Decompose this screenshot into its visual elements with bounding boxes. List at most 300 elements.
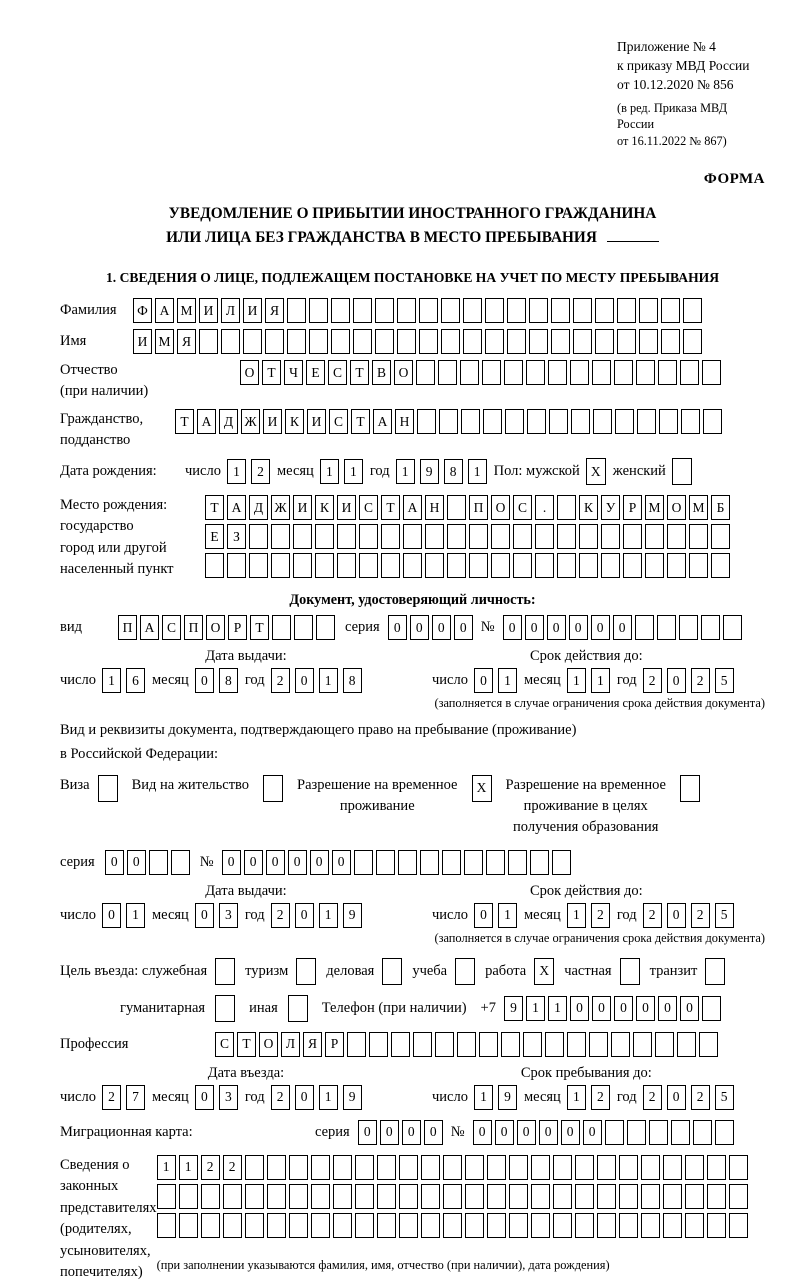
char-cell[interactable]: 2 (643, 1085, 662, 1110)
char-cell[interactable]: 0 (592, 996, 611, 1021)
char-cell[interactable]: 2 (691, 903, 710, 928)
char-cell[interactable]: 1 (319, 903, 338, 928)
char-cell[interactable] (447, 553, 466, 578)
char-cell[interactable] (579, 553, 598, 578)
char-cell[interactable] (199, 329, 218, 354)
char-cell[interactable] (689, 553, 708, 578)
char-cell[interactable] (611, 1032, 630, 1057)
char-cell[interactable]: 0 (454, 615, 473, 640)
char-cell[interactable] (369, 1032, 388, 1057)
char-cell[interactable] (355, 1213, 374, 1238)
char-cell[interactable] (333, 1184, 352, 1209)
char-cell[interactable] (507, 298, 526, 323)
char-cell[interactable] (347, 1032, 366, 1057)
char-cell[interactable] (289, 1184, 308, 1209)
char-cell[interactable] (465, 1155, 484, 1180)
char-cell[interactable]: 0 (102, 903, 121, 928)
char-cell[interactable] (353, 329, 372, 354)
char-cell[interactable]: 2 (691, 1085, 710, 1110)
char-cell[interactable]: Ж (241, 409, 260, 434)
char-cell[interactable] (157, 1213, 176, 1238)
char-cell[interactable]: Т (350, 360, 369, 385)
char-cell[interactable] (465, 1184, 484, 1209)
char-cell[interactable] (504, 360, 523, 385)
char-cell[interactable] (486, 850, 505, 875)
char-cell[interactable] (553, 1213, 572, 1238)
char-cell[interactable]: 0 (295, 668, 314, 693)
char-cell[interactable] (573, 298, 592, 323)
char-cell[interactable] (627, 1120, 646, 1145)
char-cell[interactable] (469, 524, 488, 549)
char-cell[interactable] (98, 775, 118, 802)
char-cell[interactable] (267, 1184, 286, 1209)
char-cell[interactable]: С (162, 615, 181, 640)
char-cell[interactable]: 0 (525, 615, 544, 640)
char-cell[interactable]: 2 (643, 903, 662, 928)
char-cell[interactable] (179, 1184, 198, 1209)
char-cell[interactable] (645, 524, 664, 549)
char-cell[interactable] (589, 1032, 608, 1057)
char-cell[interactable]: 1 (179, 1155, 198, 1180)
char-cell[interactable]: О (394, 360, 413, 385)
char-cell[interactable] (491, 524, 510, 549)
char-cell[interactable]: 5 (715, 668, 734, 693)
char-cell[interactable] (667, 553, 686, 578)
char-cell[interactable]: 0 (432, 615, 451, 640)
char-cell[interactable] (223, 1213, 242, 1238)
char-cell[interactable]: М (689, 495, 708, 520)
char-cell[interactable] (419, 298, 438, 323)
char-cell[interactable] (505, 409, 524, 434)
char-cell[interactable] (552, 850, 571, 875)
char-cell[interactable] (375, 298, 394, 323)
char-cell[interactable] (619, 1155, 638, 1180)
char-cell[interactable] (315, 553, 334, 578)
char-cell[interactable]: 1 (567, 668, 586, 693)
char-cell[interactable]: И (133, 329, 152, 354)
char-cell[interactable]: 1 (319, 668, 338, 693)
char-cell[interactable] (579, 524, 598, 549)
char-cell[interactable] (215, 995, 235, 1022)
char-cell[interactable] (575, 1213, 594, 1238)
char-cell[interactable]: 2 (271, 1085, 290, 1110)
char-cell[interactable] (639, 298, 658, 323)
char-cell[interactable]: 0 (410, 615, 429, 640)
char-cell[interactable]: 2 (223, 1155, 242, 1180)
char-cell[interactable] (421, 1213, 440, 1238)
char-cell[interactable]: 0 (658, 996, 677, 1021)
char-cell[interactable] (699, 1032, 718, 1057)
char-cell[interactable] (659, 409, 678, 434)
char-cell[interactable]: 1 (227, 459, 246, 484)
char-cell[interactable] (443, 1213, 462, 1238)
char-cell[interactable]: А (140, 615, 159, 640)
char-cell[interactable] (331, 329, 350, 354)
char-cell[interactable]: 9 (420, 459, 439, 484)
char-cell[interactable] (593, 409, 612, 434)
char-cell[interactable] (557, 524, 576, 549)
char-cell[interactable] (513, 553, 532, 578)
char-cell[interactable]: 0 (266, 850, 285, 875)
char-cell[interactable]: 0 (517, 1120, 536, 1145)
char-cell[interactable]: Я (265, 298, 284, 323)
char-cell[interactable] (567, 1032, 586, 1057)
char-cell[interactable] (617, 329, 636, 354)
char-cell[interactable] (271, 524, 290, 549)
char-cell[interactable]: К (285, 409, 304, 434)
char-cell[interactable]: 1 (526, 996, 545, 1021)
char-cell[interactable]: 0 (288, 850, 307, 875)
char-cell[interactable] (661, 329, 680, 354)
char-cell[interactable] (463, 298, 482, 323)
char-cell[interactable]: 6 (126, 668, 145, 693)
char-cell[interactable]: К (315, 495, 334, 520)
char-cell[interactable]: 1 (567, 1085, 586, 1110)
char-cell[interactable] (215, 958, 235, 985)
char-cell[interactable] (680, 775, 700, 802)
char-cell[interactable] (527, 409, 546, 434)
char-cell[interactable] (705, 958, 725, 985)
char-cell[interactable]: А (373, 409, 392, 434)
char-cell[interactable] (331, 298, 350, 323)
char-cell[interactable] (381, 524, 400, 549)
char-cell[interactable] (509, 1155, 528, 1180)
char-cell[interactable]: У (601, 495, 620, 520)
char-cell[interactable] (657, 615, 676, 640)
char-cell[interactable] (685, 1155, 704, 1180)
char-cell[interactable] (425, 553, 444, 578)
char-cell[interactable] (245, 1155, 264, 1180)
char-cell[interactable] (529, 298, 548, 323)
char-cell[interactable]: 1 (102, 668, 121, 693)
char-cell[interactable] (491, 553, 510, 578)
char-cell[interactable] (723, 615, 742, 640)
char-cell[interactable] (289, 1155, 308, 1180)
char-cell[interactable] (441, 329, 460, 354)
char-cell[interactable]: 0 (310, 850, 329, 875)
char-cell[interactable] (633, 1032, 652, 1057)
char-cell[interactable] (729, 1184, 748, 1209)
char-cell[interactable]: И (307, 409, 326, 434)
char-cell[interactable]: Т (237, 1032, 256, 1057)
char-cell[interactable]: М (645, 495, 664, 520)
char-cell[interactable] (442, 850, 461, 875)
char-cell[interactable] (685, 1213, 704, 1238)
char-cell[interactable] (592, 360, 611, 385)
char-cell[interactable]: 2 (591, 1085, 610, 1110)
char-cell[interactable]: 0 (332, 850, 351, 875)
char-cell[interactable] (636, 360, 655, 385)
char-cell[interactable] (287, 298, 306, 323)
char-cell[interactable] (548, 360, 567, 385)
char-cell[interactable] (465, 1213, 484, 1238)
char-cell[interactable] (635, 615, 654, 640)
char-cell[interactable] (294, 615, 313, 640)
char-cell[interactable] (311, 1184, 330, 1209)
char-cell[interactable] (570, 360, 589, 385)
char-cell[interactable]: 0 (570, 996, 589, 1021)
char-cell[interactable] (597, 1213, 616, 1238)
char-cell[interactable] (571, 409, 590, 434)
char-cell[interactable] (441, 298, 460, 323)
char-cell[interactable] (683, 329, 702, 354)
char-cell[interactable]: 0 (222, 850, 241, 875)
char-cell[interactable]: А (227, 495, 246, 520)
char-cell[interactable] (359, 553, 378, 578)
char-cell[interactable]: Т (250, 615, 269, 640)
char-cell[interactable]: 2 (251, 459, 270, 484)
char-cell[interactable] (413, 1032, 432, 1057)
char-cell[interactable] (267, 1213, 286, 1238)
char-cell[interactable] (439, 409, 458, 434)
char-cell[interactable] (487, 1184, 506, 1209)
char-cell[interactable] (663, 1184, 682, 1209)
char-cell[interactable] (223, 1184, 242, 1209)
char-cell[interactable]: 2 (102, 1085, 121, 1110)
char-cell[interactable] (463, 329, 482, 354)
char-cell[interactable] (557, 495, 576, 520)
char-cell[interactable] (205, 553, 224, 578)
char-cell[interactable] (645, 553, 664, 578)
char-cell[interactable] (689, 524, 708, 549)
char-cell[interactable] (513, 524, 532, 549)
char-cell[interactable] (355, 1184, 374, 1209)
char-cell[interactable] (663, 1155, 682, 1180)
char-cell[interactable]: 9 (504, 996, 523, 1021)
char-cell[interactable] (573, 329, 592, 354)
char-cell[interactable]: С (328, 360, 347, 385)
char-cell[interactable] (487, 1213, 506, 1238)
char-cell[interactable]: И (293, 495, 312, 520)
char-cell[interactable] (661, 298, 680, 323)
char-cell[interactable] (597, 1155, 616, 1180)
char-cell[interactable]: 0 (195, 668, 214, 693)
char-cell[interactable]: О (206, 615, 225, 640)
char-cell[interactable]: 2 (271, 668, 290, 693)
char-cell[interactable] (221, 329, 240, 354)
char-cell[interactable]: Д (219, 409, 238, 434)
char-cell[interactable] (729, 1213, 748, 1238)
char-cell[interactable] (377, 1213, 396, 1238)
char-cell[interactable] (508, 850, 527, 875)
char-cell[interactable]: О (259, 1032, 278, 1057)
char-cell[interactable] (337, 524, 356, 549)
char-cell[interactable] (529, 329, 548, 354)
char-cell[interactable]: С (215, 1032, 234, 1057)
char-cell[interactable] (157, 1184, 176, 1209)
char-cell[interactable] (707, 1155, 726, 1180)
char-cell[interactable]: 0 (547, 615, 566, 640)
char-cell[interactable]: Л (221, 298, 240, 323)
char-cell[interactable] (614, 360, 633, 385)
char-cell[interactable] (680, 360, 699, 385)
char-cell[interactable]: П (184, 615, 203, 640)
char-cell[interactable] (293, 524, 312, 549)
char-cell[interactable]: 0 (667, 668, 686, 693)
char-cell[interactable] (641, 1213, 660, 1238)
char-cell[interactable]: 2 (271, 903, 290, 928)
char-cell[interactable] (469, 553, 488, 578)
char-cell[interactable] (201, 1184, 220, 1209)
char-cell[interactable]: 0 (358, 1120, 377, 1145)
char-cell[interactable]: О (240, 360, 259, 385)
char-cell[interactable] (677, 1032, 696, 1057)
char-cell[interactable] (263, 775, 283, 802)
char-cell[interactable]: И (199, 298, 218, 323)
char-cell[interactable]: 0 (402, 1120, 421, 1145)
char-cell[interactable] (249, 553, 268, 578)
char-cell[interactable]: 0 (295, 1085, 314, 1110)
char-cell[interactable] (485, 298, 504, 323)
char-cell[interactable]: 0 (474, 903, 493, 928)
char-cell[interactable]: М (155, 329, 174, 354)
char-cell[interactable] (149, 850, 168, 875)
char-cell[interactable]: Р (325, 1032, 344, 1057)
char-cell[interactable]: 0 (244, 850, 263, 875)
char-cell[interactable]: Я (303, 1032, 322, 1057)
char-cell[interactable] (309, 329, 328, 354)
char-cell[interactable] (482, 360, 501, 385)
char-cell[interactable]: Ф (133, 298, 152, 323)
char-cell[interactable]: Т (205, 495, 224, 520)
char-cell[interactable] (479, 1032, 498, 1057)
char-cell[interactable]: М (177, 298, 196, 323)
char-cell[interactable] (702, 996, 721, 1021)
char-cell[interactable]: 0 (380, 1120, 399, 1145)
char-cell[interactable] (355, 1155, 374, 1180)
char-cell[interactable] (679, 615, 698, 640)
char-cell[interactable]: Т (351, 409, 370, 434)
char-cell[interactable] (649, 1120, 668, 1145)
char-cell[interactable] (288, 995, 308, 1022)
char-cell[interactable]: 0 (105, 850, 124, 875)
char-cell[interactable]: А (197, 409, 216, 434)
char-cell[interactable] (707, 1184, 726, 1209)
char-cell[interactable] (501, 1032, 520, 1057)
char-cell[interactable] (201, 1213, 220, 1238)
char-cell[interactable] (711, 553, 730, 578)
char-cell[interactable]: 5 (715, 903, 734, 928)
char-cell[interactable] (683, 298, 702, 323)
char-cell[interactable]: С (359, 495, 378, 520)
char-cell[interactable]: 0 (680, 996, 699, 1021)
char-cell[interactable]: 1 (498, 668, 517, 693)
char-cell[interactable] (535, 524, 554, 549)
char-cell[interactable] (483, 409, 502, 434)
char-cell[interactable] (663, 1213, 682, 1238)
char-cell[interactable]: 5 (715, 1085, 734, 1110)
char-cell[interactable] (617, 298, 636, 323)
char-cell[interactable] (447, 495, 466, 520)
char-cell[interactable]: 0 (591, 615, 610, 640)
char-cell[interactable] (377, 1155, 396, 1180)
char-cell[interactable]: 0 (613, 615, 632, 640)
char-cell[interactable] (595, 329, 614, 354)
char-cell[interactable] (658, 360, 677, 385)
char-cell[interactable] (354, 850, 373, 875)
char-cell[interactable]: Н (425, 495, 444, 520)
char-cell[interactable] (485, 329, 504, 354)
char-cell[interactable]: 0 (473, 1120, 492, 1145)
char-cell[interactable]: Л (281, 1032, 300, 1057)
char-cell[interactable]: И (243, 298, 262, 323)
char-cell[interactable] (681, 409, 700, 434)
char-cell[interactable] (179, 1213, 198, 1238)
char-cell[interactable]: Д (249, 495, 268, 520)
char-cell[interactable]: . (535, 495, 554, 520)
char-cell[interactable] (509, 1213, 528, 1238)
char-cell[interactable]: 7 (126, 1085, 145, 1110)
char-cell[interactable] (523, 1032, 542, 1057)
char-cell[interactable]: 8 (219, 668, 238, 693)
char-cell[interactable] (526, 360, 545, 385)
char-cell[interactable] (597, 1184, 616, 1209)
char-cell[interactable]: 9 (343, 1085, 362, 1110)
char-cell[interactable] (623, 553, 642, 578)
char-cell[interactable] (623, 524, 642, 549)
char-cell[interactable]: Р (623, 495, 642, 520)
char-cell[interactable] (711, 524, 730, 549)
char-cell[interactable] (419, 329, 438, 354)
char-cell[interactable] (381, 553, 400, 578)
char-cell[interactable]: А (155, 298, 174, 323)
char-cell[interactable]: Т (381, 495, 400, 520)
char-cell[interactable] (729, 1155, 748, 1180)
char-cell[interactable] (551, 329, 570, 354)
char-cell[interactable]: О (491, 495, 510, 520)
char-cell[interactable]: 2 (691, 668, 710, 693)
char-cell[interactable]: Б (711, 495, 730, 520)
char-cell[interactable] (438, 360, 457, 385)
char-cell[interactable] (531, 1213, 550, 1238)
char-cell[interactable] (671, 1120, 690, 1145)
char-cell[interactable] (353, 298, 372, 323)
char-cell[interactable] (265, 329, 284, 354)
char-cell[interactable] (376, 850, 395, 875)
char-cell[interactable]: С (329, 409, 348, 434)
char-cell[interactable] (391, 1032, 410, 1057)
char-cell[interactable]: 0 (667, 903, 686, 928)
char-cell[interactable]: 1 (468, 459, 487, 484)
char-cell[interactable] (703, 409, 722, 434)
char-cell[interactable] (595, 298, 614, 323)
char-cell[interactable] (171, 850, 190, 875)
char-cell[interactable] (553, 1184, 572, 1209)
char-cell[interactable]: X (586, 458, 606, 485)
char-cell[interactable] (435, 1032, 454, 1057)
char-cell[interactable]: Н (395, 409, 414, 434)
char-cell[interactable]: К (579, 495, 598, 520)
char-cell[interactable]: 1 (591, 668, 610, 693)
char-cell[interactable] (575, 1184, 594, 1209)
char-cell[interactable] (296, 958, 316, 985)
char-cell[interactable]: Е (205, 524, 224, 549)
char-cell[interactable]: 2 (201, 1155, 220, 1180)
char-cell[interactable]: Р (228, 615, 247, 640)
char-cell[interactable]: 1 (567, 903, 586, 928)
char-cell[interactable] (620, 958, 640, 985)
char-cell[interactable]: И (337, 495, 356, 520)
char-cell[interactable] (421, 1155, 440, 1180)
char-cell[interactable]: Т (175, 409, 194, 434)
char-cell[interactable] (693, 1120, 712, 1145)
char-cell[interactable]: 0 (561, 1120, 580, 1145)
char-cell[interactable] (227, 553, 246, 578)
char-cell[interactable] (553, 1155, 572, 1180)
char-cell[interactable]: 1 (396, 459, 415, 484)
char-cell[interactable] (420, 850, 439, 875)
char-cell[interactable] (551, 298, 570, 323)
